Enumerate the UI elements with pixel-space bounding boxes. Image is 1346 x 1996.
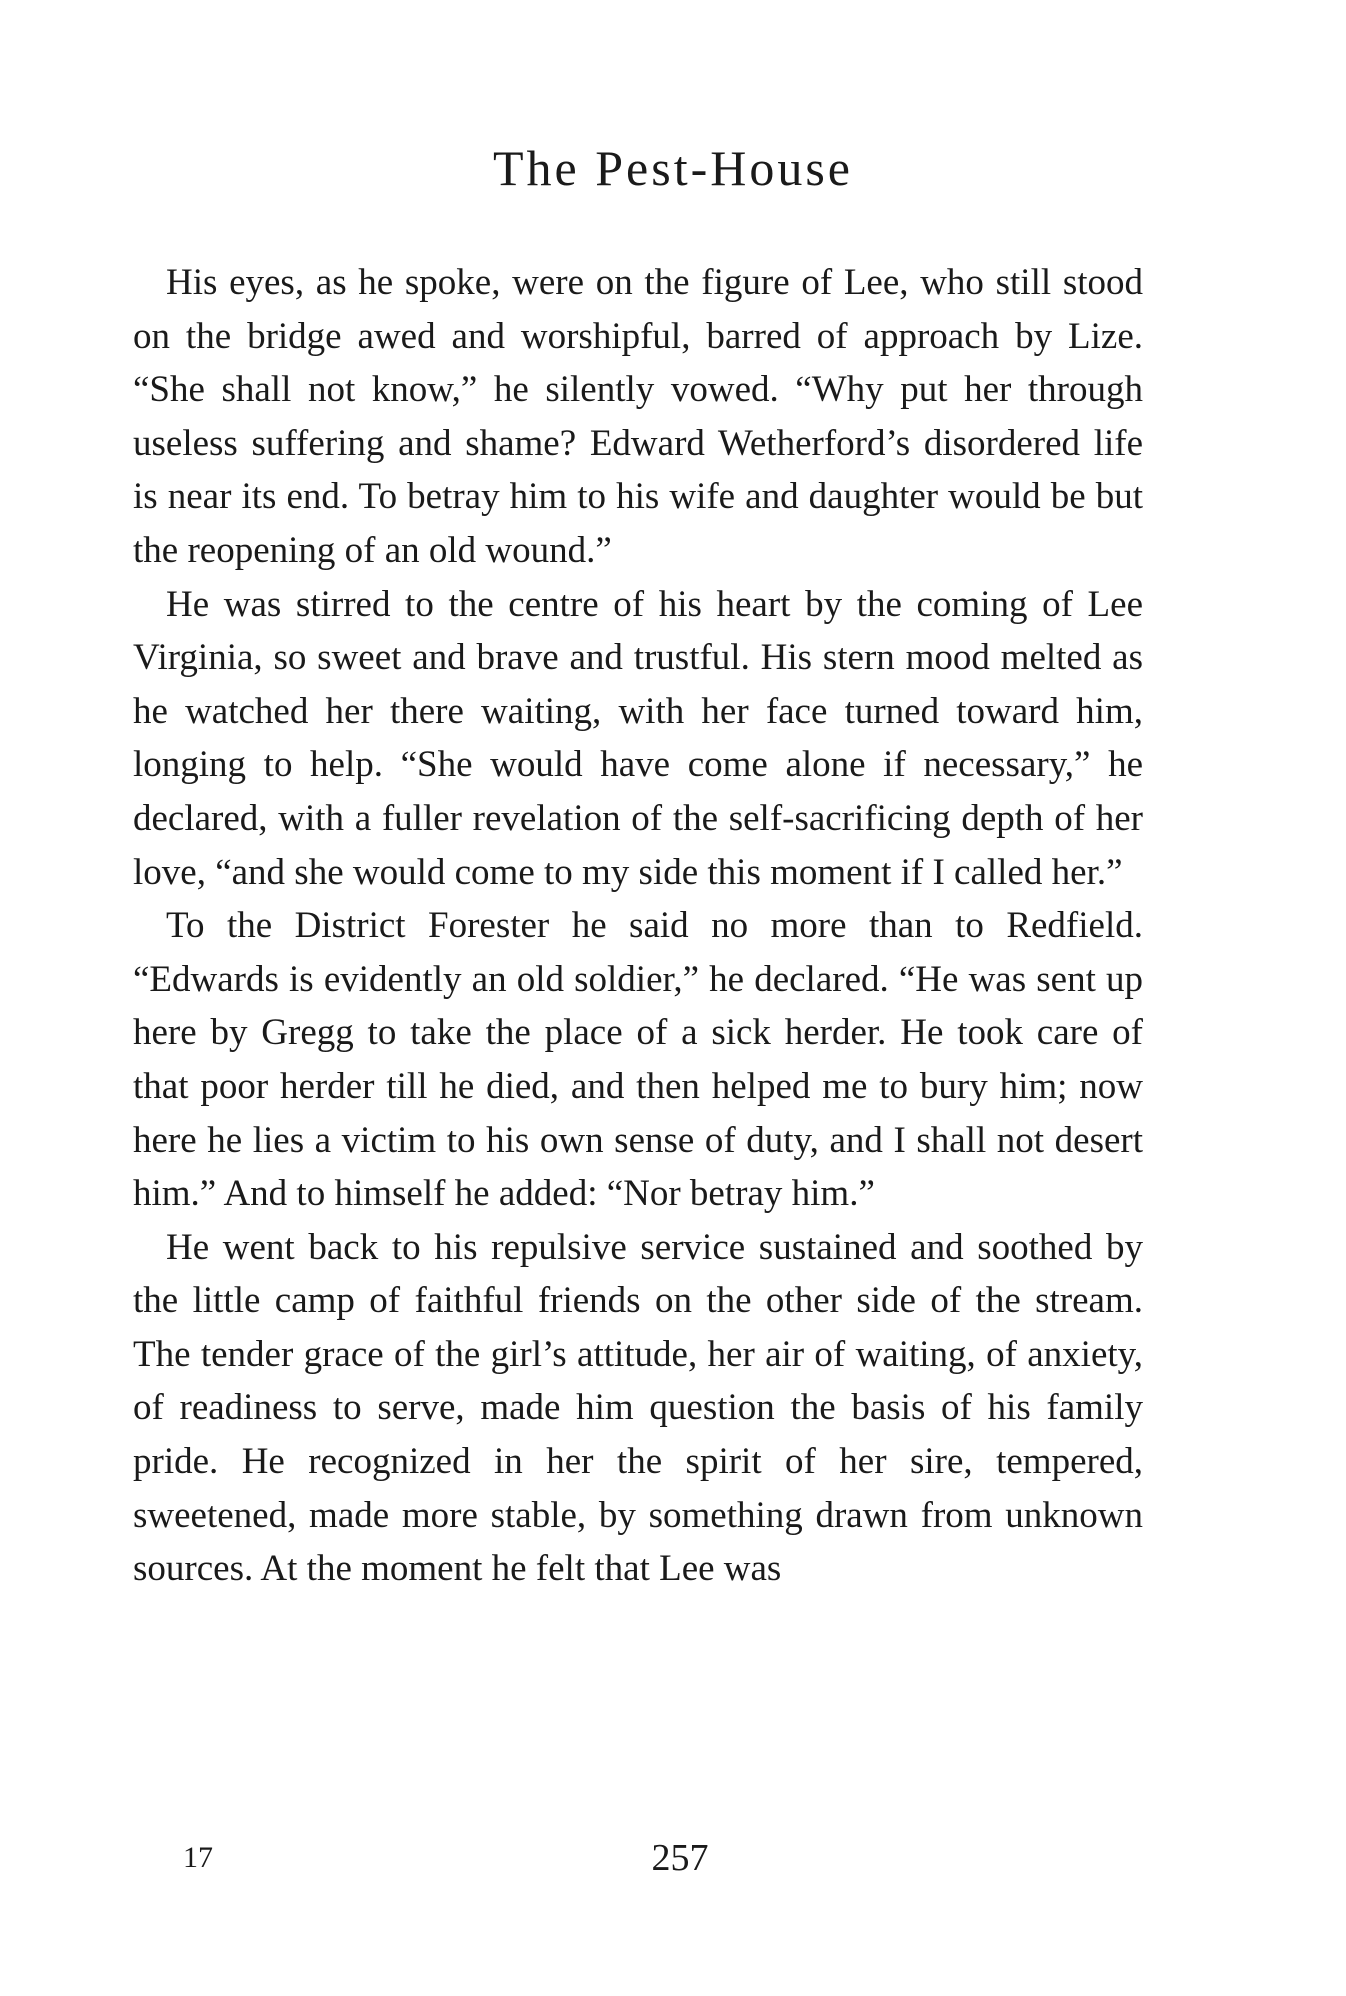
running-head: The Pest-House [493, 140, 853, 196]
paragraph: To the District Forester he said no more than to Redfield. “Edwards is evidently an old soldier,” he declared. “He was sent up here by Gregg to take the place of a sick herder. He took care of that poor herder till he died, and then helped me to bury him; now here he lies a victim to his own sense of duty, and I shall not desert him.” And to himself he added: “Nor betray him.” [133, 905, 1143, 1215]
body-text [133, 256, 1143, 1596]
signature-mark: 17 [183, 1841, 213, 1874]
page-number: 257 [651, 1837, 709, 1879]
paragraph: He went back to his repulsive service sustained and soothed by the little camp of faithful friends on the other side of the stream. The tender grace of the girl’s attitude, her air of waiting, of anxiety, of readiness to serve, made him question the basis of his family pride. He recognized in her the spirit of her sire, tempered, sweetened, made more stable, by something drawn from unknown sources. At the moment he felt that Lee was [133, 1226, 1143, 1590]
paragraph: He was stirred to the centre of his heart by the coming of Lee Virginia, so sweet and brave and trustful. His stern mood melted as he watched her there waiting, with her face turned toward him, longing to help. “She would have come alone if necessary,” he declared, with a fuller revelation of the self-sacrificing depth of her love, “and she would come to my side this moment if I called her.” [133, 583, 1143, 893]
paragraph: His eyes, as he spoke, were on the figure of Lee, who still stood on the bridge awed and worshipful, barred of approach by Lize. “She shall not know,” he silently vowed. “Why put her through useless suffering and shame? Edward Wetherford’s disordered life is near its end. To betray him to his wife and daughter would be but the reopening of an old wound.” [133, 262, 1143, 571]
